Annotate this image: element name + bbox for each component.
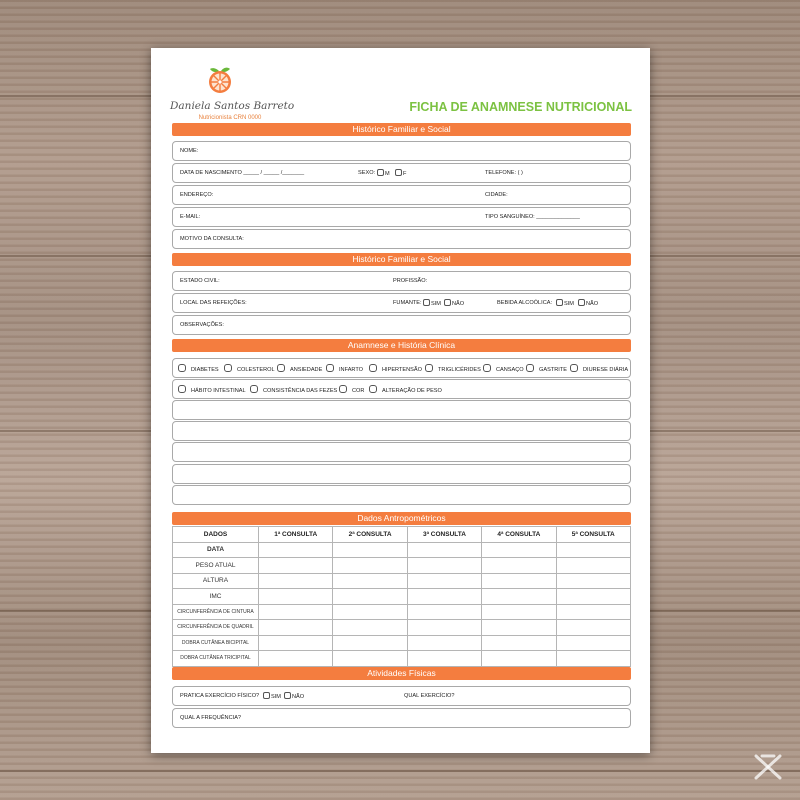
qual-exercicio-field[interactable]: QUAL EXERCÍCIO? xyxy=(404,693,455,699)
table-row xyxy=(173,558,631,574)
table-row xyxy=(173,604,631,620)
table-cell[interactable] xyxy=(556,620,630,636)
condition-item[interactable]: COLESTEROL xyxy=(224,364,275,374)
checkbox-icon[interactable] xyxy=(526,364,534,372)
checkbox-icon[interactable] xyxy=(578,299,585,306)
row-label: DATA xyxy=(173,542,259,558)
sexo-f-option[interactable]: F xyxy=(394,169,406,178)
table-cell[interactable] xyxy=(407,604,481,620)
checkbox-icon[interactable] xyxy=(369,385,377,393)
pratica-exercicio-label: PRATICA EXERCÍCIO FÍSICO? xyxy=(180,693,260,699)
row-label: PESO ATUAL xyxy=(173,558,259,574)
conditions-row-2 xyxy=(172,379,631,399)
section-header-antropometricos: Dados Antropométricos xyxy=(172,512,631,525)
table-cell[interactable] xyxy=(482,589,556,605)
column-header: DADOS xyxy=(173,527,259,543)
table-cell[interactable] xyxy=(556,542,630,558)
table-cell[interactable] xyxy=(482,558,556,574)
data-nascimento-field[interactable]: DATA DE NASCIMENTO _____ / _____ /_______ xyxy=(180,170,305,176)
nome-label: NOME: xyxy=(180,148,199,154)
table-header-row xyxy=(173,527,631,543)
checkbox-icon[interactable] xyxy=(423,299,430,306)
checkbox-icon[interactable] xyxy=(444,299,451,306)
condition-item[interactable]: ANSIEDADE xyxy=(277,364,322,374)
endereco-field[interactable]: ENDEREÇO: xyxy=(180,192,214,198)
condition-item[interactable]: DIURESE DIÁRIA xyxy=(570,364,628,374)
table-cell[interactable] xyxy=(259,635,333,651)
brand-name: Daniela Santos Barreto xyxy=(170,100,295,112)
page-title: FICHA DE ANAMNESE NUTRICIONAL xyxy=(409,100,632,114)
notes-line[interactable] xyxy=(172,442,631,462)
section-header-anamnese: Anamnese e História Clínica xyxy=(172,339,631,352)
checkbox-icon[interactable] xyxy=(395,169,402,176)
table-cell[interactable] xyxy=(333,589,407,605)
table-row xyxy=(173,620,631,636)
table-cell[interactable] xyxy=(333,573,407,589)
table-cell[interactable] xyxy=(333,542,407,558)
fumante-nao-option[interactable]: NÃO xyxy=(443,299,464,308)
anthropometric-table xyxy=(172,526,631,667)
table-cell[interactable] xyxy=(407,573,481,589)
observacoes-label: OBSERVAÇÕES: xyxy=(180,322,224,328)
bebida-nao-option[interactable]: NÃO xyxy=(577,299,598,308)
checkbox-icon[interactable] xyxy=(250,385,258,393)
table-cell[interactable] xyxy=(556,651,630,667)
bebida-sim-option[interactable]: SIM xyxy=(555,299,574,308)
table-cell[interactable] xyxy=(333,651,407,667)
table-cell[interactable] xyxy=(556,604,630,620)
checkbox-icon[interactable] xyxy=(326,364,334,372)
cidade-field[interactable]: CIDADE: xyxy=(485,192,508,198)
frequencia-field[interactable] xyxy=(172,708,631,728)
telefone-field[interactable]: TELEFONE: ( ) xyxy=(485,170,523,176)
conditions-row-1 xyxy=(172,358,631,378)
frequencia-label: QUAL A FREQUÊNCIA? xyxy=(180,715,242,721)
table-cell[interactable] xyxy=(556,558,630,574)
notes-line[interactable] xyxy=(172,400,631,420)
table-cell[interactable] xyxy=(482,573,556,589)
condition-item[interactable]: GASTRITE xyxy=(526,364,567,374)
table-cell[interactable] xyxy=(259,542,333,558)
condition-item[interactable]: CONSISTÊNCIA DAS FEZES xyxy=(250,385,337,395)
table-row xyxy=(173,573,631,589)
table-cell[interactable] xyxy=(556,573,630,589)
column-header: 1ª CONSULTA xyxy=(259,527,333,543)
table-cell[interactable] xyxy=(259,651,333,667)
table-cell[interactable] xyxy=(333,604,407,620)
table-cell[interactable] xyxy=(482,635,556,651)
table-cell[interactable] xyxy=(556,635,630,651)
row-label: DOBRA CUTÂNEA TRICIPITAL xyxy=(173,651,259,667)
section-header-historico-2: Histórico Familiar e Social xyxy=(172,253,631,266)
table-row xyxy=(173,651,631,667)
fumante-label: FUMANTE: xyxy=(393,300,422,306)
table-cell[interactable] xyxy=(259,573,333,589)
table-cell[interactable] xyxy=(482,542,556,558)
brand-logo xyxy=(170,60,295,125)
table-row xyxy=(173,635,631,651)
exercicio-sim-option[interactable]: SIM xyxy=(262,692,281,701)
table-cell[interactable] xyxy=(407,589,481,605)
table-cell[interactable] xyxy=(556,589,630,605)
brand-subtitle: Nutricionista CRN 0000 xyxy=(198,115,262,121)
endereco-cidade-row xyxy=(172,185,631,205)
row-label: DOBRA CUTÂNEA BICIPITAL xyxy=(173,635,259,651)
checkbox-icon[interactable] xyxy=(570,364,578,372)
local-refeicoes-field[interactable]: LOCAL DAS REFEIÇÕES: xyxy=(180,300,247,306)
section-header-historico: Histórico Familiar e Social xyxy=(172,123,631,136)
email-tipo-row xyxy=(172,207,631,227)
condition-item[interactable]: HÁBITO INTESTINAL xyxy=(178,385,246,395)
nome-field[interactable] xyxy=(172,141,631,161)
exercicio-nao-option[interactable]: NÃO xyxy=(283,692,304,701)
row-label: ALTURA xyxy=(173,573,259,589)
checkbox-icon[interactable] xyxy=(284,692,291,699)
checkbox-icon[interactable] xyxy=(339,385,347,393)
checkbox-icon[interactable] xyxy=(277,364,285,372)
condition-item[interactable]: DIABETES xyxy=(178,364,219,374)
table-cell[interactable] xyxy=(333,558,407,574)
motivo-consulta-field[interactable] xyxy=(172,229,631,249)
checkbox-icon[interactable] xyxy=(263,692,270,699)
row-label: IMC xyxy=(173,589,259,605)
fumante-sim-option[interactable]: SIM xyxy=(422,299,441,308)
condition-item[interactable]: COR xyxy=(339,385,364,395)
table-cell[interactable] xyxy=(407,651,481,667)
profissao-field[interactable]: PROFISSÃO: xyxy=(393,278,428,284)
column-header: 3ª CONSULTA xyxy=(407,527,481,543)
estado-civil-field[interactable]: ESTADO CIVIL: xyxy=(180,278,220,284)
estado-civil-profissao-row xyxy=(172,271,631,291)
row-label: CIRCUNFERÊNCIA DE CINTURA xyxy=(173,604,259,620)
table-cell[interactable] xyxy=(482,651,556,667)
wood-seam xyxy=(0,770,800,772)
condition-item[interactable]: TRIGLICÉRIDES xyxy=(425,364,481,374)
checkbox-icon[interactable] xyxy=(369,364,377,372)
checkbox-icon[interactable] xyxy=(425,364,433,372)
condition-item[interactable]: INFARTO xyxy=(326,364,363,374)
nascimento-sexo-telefone-row xyxy=(172,163,631,183)
table-cell[interactable] xyxy=(482,620,556,636)
table-cell[interactable] xyxy=(407,558,481,574)
orange-fruit-icon xyxy=(206,66,234,94)
checkbox-icon[interactable] xyxy=(178,385,186,393)
checkbox-icon[interactable] xyxy=(483,364,491,372)
table-cell[interactable] xyxy=(482,604,556,620)
notes-line[interactable] xyxy=(172,421,631,441)
checkbox-icon[interactable] xyxy=(224,364,232,372)
column-header: 5ª CONSULTA xyxy=(556,527,630,543)
observacoes-field[interactable] xyxy=(172,315,631,335)
row-label: CIRCUNFERÊNCIA DE QUADRIL xyxy=(173,620,259,636)
checkbox-icon[interactable] xyxy=(556,299,563,306)
motivo-label: MOTIVO DA CONSULTA: xyxy=(180,236,244,242)
condition-item[interactable]: HIPERTENSÃO xyxy=(369,364,422,374)
table-row xyxy=(173,589,631,605)
column-header: 2ª CONSULTA xyxy=(333,527,407,543)
checkbox-icon[interactable] xyxy=(377,169,384,176)
table-cell[interactable] xyxy=(259,558,333,574)
table-cell[interactable] xyxy=(259,620,333,636)
bebida-label: BEBIDA ALCOÓLICA: xyxy=(497,300,553,306)
table-cell[interactable] xyxy=(407,620,481,636)
tipo-sanguineo-field[interactable]: TIPO SANGUÍNEO: ______________ xyxy=(485,214,580,220)
watermark-logo-icon xyxy=(752,750,784,782)
sexo-label: SEXO: xyxy=(358,170,376,176)
local-fumante-bebida-row xyxy=(172,293,631,313)
email-field[interactable]: E-MAIL: xyxy=(180,214,201,220)
notes-line[interactable] xyxy=(172,485,631,505)
table-cell[interactable] xyxy=(407,542,481,558)
exercicio-row xyxy=(172,686,631,706)
condition-item[interactable]: ALTERAÇÃO DE PESO xyxy=(369,385,442,395)
table-cell[interactable] xyxy=(259,589,333,605)
table-row xyxy=(173,542,631,558)
table-cell[interactable] xyxy=(333,635,407,651)
table-cell[interactable] xyxy=(259,604,333,620)
checkbox-icon[interactable] xyxy=(178,364,186,372)
sexo-m-option[interactable]: M xyxy=(376,169,390,178)
column-header: 4ª CONSULTA xyxy=(482,527,556,543)
notes-line[interactable] xyxy=(172,464,631,484)
table-cell[interactable] xyxy=(333,620,407,636)
section-header-atividades: Atividades Físicas xyxy=(172,667,631,680)
condition-item[interactable]: CANSAÇO xyxy=(483,364,524,374)
table-cell[interactable] xyxy=(407,635,481,651)
